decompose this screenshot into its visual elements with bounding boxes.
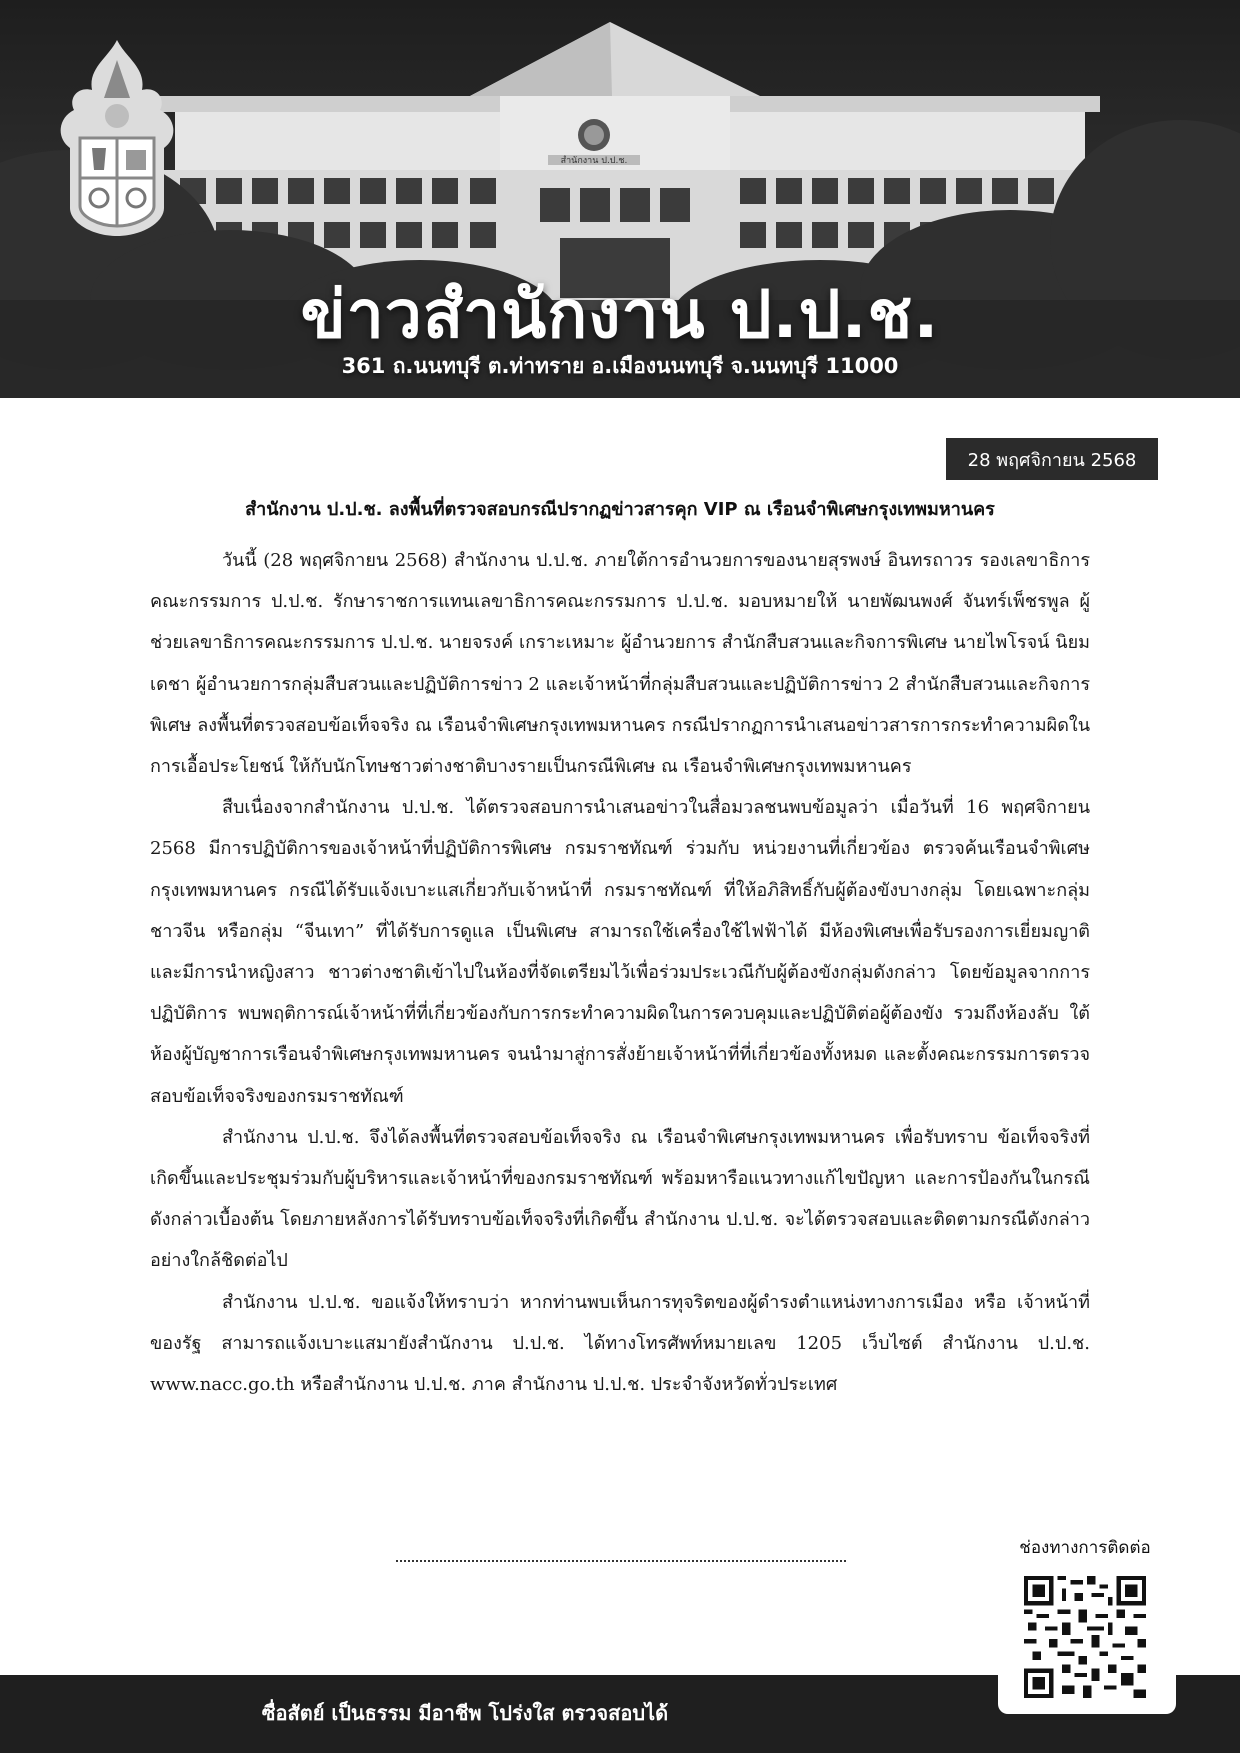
article-body — [150, 540, 1090, 1405]
paragraph-2: สืบเนื่องจากสำนักงาน ป.ป.ช. ได้ตรวจสอบการนำเสนอข่าวในสื่อมวลชนพบข้อมูลว่า เมื่อวันที่ 16 พฤศจิกายน 2568 มีการปฏิบัติการของเจ้าหน้าที่ปฏิบัติการพิเศษ กรมราชทัณฑ์ ร่วมกับ หน่วยงานที่เกี่ยวข้อง ตรวจค้นเรือนจำพิเศษกรุงเทพมหานคร กรณีได้รับแจ้งเบาะแสเกี่ยวกับเจ้าหน้าที่ กรมราชทัณฑ์ ที่ให้อภิสิทธิ์กับผู้ต้องขังบางกลุ่ม โดยเฉพาะกลุ่มชาวจีน หรือกลุ่ม “จีนเทา” ที่ได้รับการดูแล เป็นพิเศษ สามารถใช้เครื่องใช้ไฟฟ้าได้ มีห้องพิเศษเพื่อรับรองการเยี่ยมญาติ และมีการนำหญิงสาว ชาวต่างชาติเข้าไปในห้องที่จัดเตรียมไว้เพื่อร่วมประเวณีกับผู้ต้องขังกลุ่มดังกล่าว โดยข้อมูลจากการปฏิบัติการ พบพฤติการณ์เจ้าหน้าที่ที่เกี่ยวข้องกับการกระทำความผิดในการควบคุมและปฏิบัติต่อผู้ต้องขัง รวมถึงห้องลับ ใต้ห้องผู้บัญชาการเรือนจำพิเศษกรุงเทพมหานคร จนนำมาสู่การสั่งย้ายเจ้าหน้าที่ที่เกี่ยวข้องทั้งหมด และตั้งคณะกรรมการตรวจสอบข้อเท็จจริงของกรมราชทัณฑ์ — [150, 797, 1090, 1107]
contact-label: ช่องทางการติดต่อ — [1019, 1538, 1151, 1558]
header-banner — [0, 0, 1240, 398]
building-sign: สำนักงาน ป.ป.ช. — [560, 156, 628, 166]
footer-slogan: ซื่อสัตย์ เป็นธรรม มีอาชีพ โปร่งใส ตรวจสอบได้ — [261, 1701, 669, 1725]
dotted-divider — [396, 1560, 846, 1562]
paragraph-4: สำนักงาน ป.ป.ช. ขอแจ้งให้ทราบว่า หากท่านพบเห็นการทุจริตของผู้ดำรงตำแหน่งทางการเมือง หรือ เจ้าหน้าที่ของรัฐ สามารถแจ้งเบาะแสมายังสำนักงาน ป.ป.ช. ได้ทางโทรศัพท์หมายเลข 1205 เว็บไซต์ สำนักงาน ป.ป.ช. www.nacc.go.th หรือสำนักงาน ป.ป.ช. ภาค สำนักงาน ป.ป.ช. ประจำจังหวัดทั่วประเทศ — [150, 1291, 1090, 1396]
qr-code-icon[interactable] — [1024, 1576, 1146, 1698]
date-badge: 28 พฤศจิกายน 2568 — [946, 438, 1158, 480]
banner-title: ข่าวสำนักงาน ป.ป.ช. — [300, 276, 940, 353]
paragraph-3: สำนักงาน ป.ป.ช. จึงได้ลงพื้นที่ตรวจสอบข้อเท็จจริง ณ เรือนจำพิเศษกรุงเทพมหานคร เพื่อรับทราบ ข้อเท็จจริงที่เกิดขึ้นและประชุมร่วมกับผู้บริหารและเจ้าหน้าที่ของกรมราชทัณฑ์ พร้อมหารือแนวทางแก้ไขปัญหา และการป้องกันในกรณีดังกล่าวเบื้องต้น โดยภายหลังการได้รับทราบข้อเท็จจริงที่เกิดขึ้น สำนักงาน ป.ป.ช. จะได้ตรวจสอบและติดตามกรณีดังกล่าวอย่างใกล้ชิดต่อไป — [150, 1126, 1090, 1272]
headline: สำนักงาน ป.ป.ช. ลงพื้นที่ตรวจสอบกรณีปรากฏข่าวสารคุก VIP ณ เรือนจำพิเศษกรุงเทพมหานคร — [245, 499, 995, 520]
nacc-emblem-icon — [48, 38, 186, 238]
paragraph-1: วันนี้ (28 พฤศจิกายน 2568) สำนักงาน ป.ป.ช. ภายใต้การอำนวยการของนายสุรพงษ์ อินทรถาวร รองเลขาธิการคณะกรรมการ ป.ป.ช. รักษาราชการแทนเลขาธิการคณะกรรมการ ป.ป.ช. มอบหมายให้ นายพัฒนพงศ์ จันทร์เพ็ชรพูล ผู้ช่วยเลขาธิการคณะกรรมการ ป.ป.ช. นายจรงค์ เกราะเหมาะ ผู้อำนวยการ สำนักสืบสวนและกิจการพิเศษ นายไพโรจน์ นิยมเดชา ผู้อำนวยการกลุ่มสืบสวนและปฏิบัติการข่าว 2 และเจ้าหน้าที่กลุ่มสืบสวนและปฏิบัติการข่าว 2 สำนักสืบสวนและกิจการพิเศษ ลงพื้นที่ตรวจสอบข้อเท็จจริง ณ เรือนจำพิเศษกรุงเทพมหานคร กรณีปรากฏการนำเสนอข่าวสารการกระทำความผิดในการเอื้อประโยชน์ ให้กับนักโทษชาวต่างชาติบางรายเป็นกรณีพิเศษ ณ เรือนจำพิเศษกรุงเทพมหานคร — [150, 550, 1090, 778]
banner-address: 361 ถ.นนทบุรี ต.ท่าทราย อ.เมืองนนทบุรี จ.นนทบุรี 11000 — [341, 354, 899, 378]
